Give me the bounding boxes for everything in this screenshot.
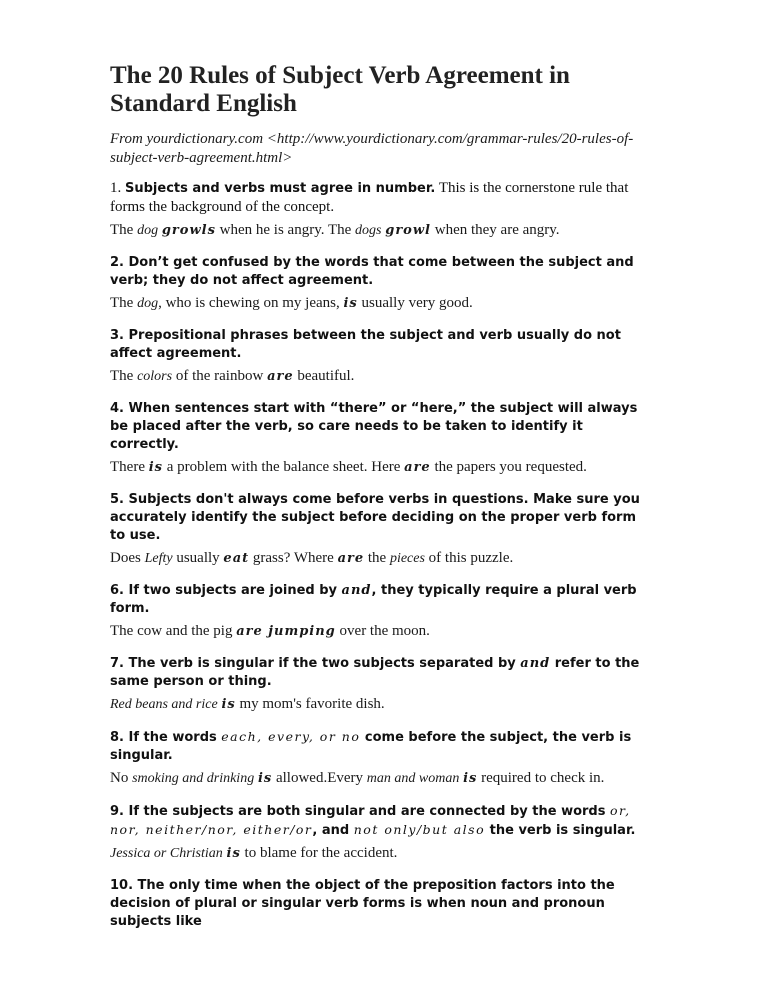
ex-verb: are (404, 460, 431, 475)
head-text: the verb is singular. (485, 823, 636, 838)
ex-verb: eat (223, 551, 250, 566)
rule-8-heading (110, 728, 655, 765)
ex-noun: smoking and drinking (132, 771, 255, 786)
page-title: The 20 Rules of Subject Verb Agreement in Standard English (110, 62, 570, 117)
rule-3-example (110, 367, 655, 386)
ex-text: usually very good. (357, 295, 473, 311)
ex-text: The (110, 295, 138, 311)
rule-6-heading (110, 582, 655, 618)
rule-3-heading: 3. Prepositional phrases between the subject and verb usually do not affect agreement. (110, 328, 621, 361)
ex-text: The (110, 368, 138, 384)
rule-7-heading (110, 655, 655, 691)
rule-4-heading: 4. When sentences start with “there” or “here,” the subject will always be placed after the verb, so care needs to be taken to identify it correctly. (110, 401, 638, 452)
rule-9-heading (110, 802, 655, 840)
head-text: , and (312, 823, 354, 838)
rule-1-rest: This is the cornerstone rule that forms the background of the concept. (110, 180, 629, 215)
rule-1-example (110, 221, 655, 240)
ex-verb: is (257, 771, 273, 786)
head-keyword: not only/but also (353, 822, 486, 837)
head-keyword: or, nor, neither/nor, either/or (110, 803, 631, 837)
ex-verb: growl (385, 223, 431, 238)
ex-text: There (110, 459, 149, 475)
head-keyword: and (520, 656, 551, 671)
head-text: come before the subject, the verb is singular. (110, 730, 632, 763)
ex-verb: are (267, 369, 294, 384)
rule-6-example (110, 622, 655, 641)
ex-text: the papers you requested. (430, 459, 587, 475)
rule-5-example (110, 549, 655, 568)
ex-text: when they are angry. (430, 222, 560, 238)
ex-verb: growls (161, 223, 216, 238)
ex-verb: is (148, 460, 163, 475)
ex-text: , who is chewing on my jeans, (158, 295, 344, 311)
head-text: 8. If the words (110, 730, 222, 745)
ex-verb: is (221, 697, 236, 712)
rule-2-example (110, 294, 655, 313)
ex-text: No (110, 770, 133, 786)
ex-noun: pieces (389, 551, 425, 566)
rule-10-heading: 10. The only time when the object of the preposition factors into the decision of plural or singular verb forms is when noun and pronoun subjects like (110, 878, 615, 929)
ex-text: the (364, 550, 390, 566)
rule-4-example (110, 458, 655, 477)
ex-text: Does (110, 550, 145, 566)
ex-noun: Red beans and rice (110, 697, 218, 712)
document-page (110, 62, 655, 935)
ex-verb: is (226, 846, 241, 861)
rule-5-heading: 5. Subjects don't always come before verbs in questions. Make sure you accurately identify the subject before deciding on the proper verb form to use. (110, 492, 640, 543)
ex-noun: Lefty (144, 551, 173, 566)
ex-text: The cow and the pig (110, 623, 237, 639)
head-keyword: and (341, 583, 372, 598)
ex-text: to blame for the accident. (240, 845, 398, 861)
ex-verb: are (337, 551, 365, 566)
head-keyword: each, every, or no (221, 729, 361, 744)
ex-noun: man and woman (366, 771, 460, 786)
rule-9-example (110, 844, 655, 863)
head-text: 6. If two subjects are joined by (110, 583, 342, 598)
ex-text: beautiful. (293, 368, 355, 384)
ex-noun: dog (137, 296, 159, 311)
ex-text: over the moon. (335, 623, 430, 639)
ex-text: The (110, 222, 138, 238)
ex-text: when he is angry. The (215, 222, 356, 238)
rule-1-number: 1. (110, 180, 125, 196)
ex-verb: is (463, 771, 478, 786)
ex-text: of this puzzle. (424, 550, 514, 566)
rule-7-example (110, 695, 655, 714)
ex-noun: colors (137, 369, 173, 384)
rule-1-bold: Subjects and verbs must agree in number. (125, 181, 436, 196)
rule-1-heading (110, 179, 655, 217)
ex-text: usually (172, 550, 224, 566)
head-text: , they typically require a plural verb form. (110, 583, 637, 616)
rule-8-example (110, 769, 655, 788)
ex-text: of the rainbow (172, 368, 268, 384)
head-text: refer to the same person or thing. (110, 656, 640, 689)
ex-text: grass? Where (249, 550, 338, 566)
rule-2-heading: 2. Don’t get confused by the words that come between the subject and verb; they do not affect agreement. (110, 255, 634, 288)
ex-noun: dog (137, 223, 159, 238)
ex-text: a problem with the balance sheet. Here (163, 459, 405, 475)
head-text: 7. The verb is singular if the two subjects separated by (110, 656, 521, 671)
ex-text: allowed.Every (272, 770, 367, 786)
ex-verb: are jumping (236, 624, 336, 639)
ex-noun: dogs (355, 223, 382, 238)
ex-noun: Jessica or Christian (110, 846, 223, 861)
ex-text: required to check in. (477, 770, 605, 786)
ex-text: my mom's favorite dish. (235, 696, 385, 712)
source-citation: From yourdictionary.com <http://www.yourdictionary.com/grammar-rules/20-rules-of-subject-verb-agreement.html> (110, 131, 634, 166)
ex-verb: is (343, 296, 358, 311)
head-text: 9. If the subjects are both singular and are connected by the words (110, 804, 610, 819)
